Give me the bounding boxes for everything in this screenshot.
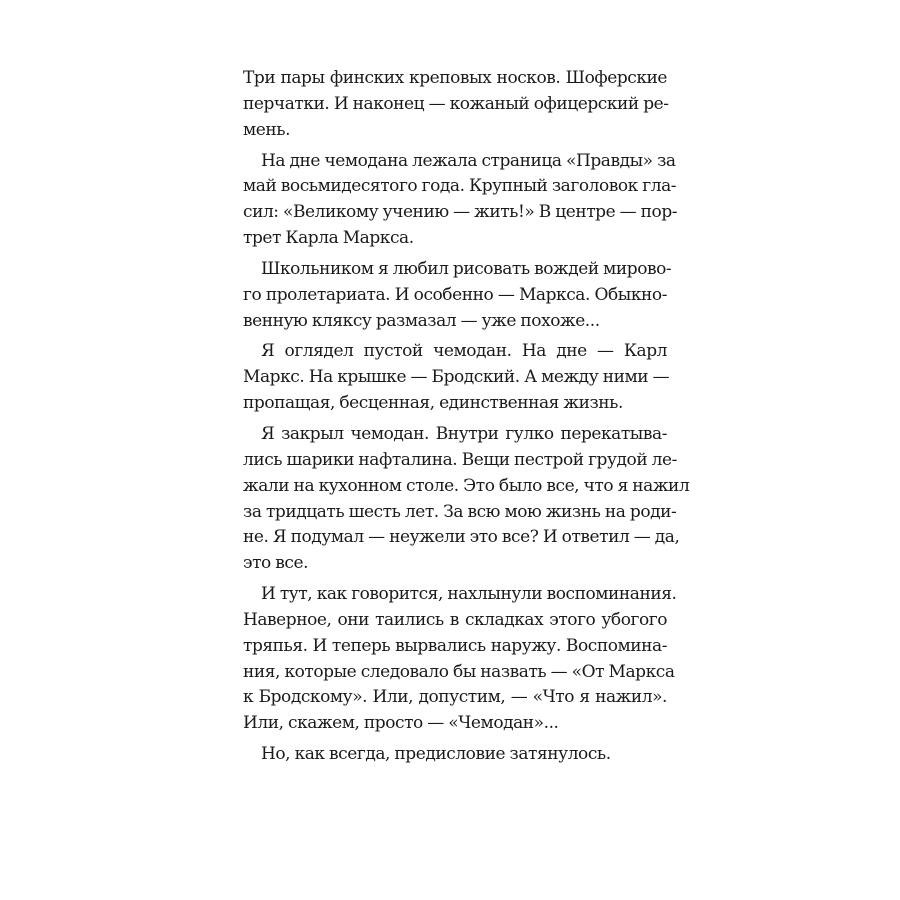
text-line: не. Я подумал — неужели это все? И ответил — да, (243, 527, 680, 548)
paragraph-6 (243, 582, 677, 737)
text-line: мень. (243, 119, 291, 140)
text-line: Наверное, они таились в складках этого убогого (243, 609, 667, 630)
text-line: перчатки. И наконец — кожаный офицерский ре- (243, 93, 669, 114)
text-line: это все. (243, 553, 309, 574)
paragraph-5 (243, 422, 690, 577)
text-line: пропащая, бесценная, единственная жизнь. (243, 393, 623, 414)
text-line: Школьником я любил рисовать вождей мирово- (261, 258, 672, 279)
paragraph-4 (243, 339, 670, 417)
text-line: ния, которые следовало бы назвать — «От Маркса (243, 661, 675, 682)
paragraph-2 (243, 149, 678, 252)
text-line: Но, как всегда, предисловие затянулось. (261, 744, 611, 765)
text-line: венную кляксу размазал — уже похоже... (243, 310, 600, 331)
text-line: лись шарики нафталина. Вещи пестрой грудой ле- (243, 449, 677, 470)
text-line: го пролетариата. И особенно — Маркса. Обыкно- (243, 284, 667, 305)
paragraph-1 (243, 66, 667, 144)
text-line: к Бродскому». Или, допустим, — «Что я нажил». (243, 687, 667, 708)
text-line: Я закрыл чемодан. Внутри гулко перекатыва- (261, 423, 667, 444)
text-line: Три пары финских креповых носков. Шоферские (243, 68, 667, 88)
text-line: Или, скажем, просто — «Чемодан»... (243, 713, 559, 734)
text-line: На дне чемодана лежала страница «Правды» за (261, 150, 676, 171)
text-line: Маркс. На крышке — Бродский. А между ними — (243, 367, 670, 388)
paragraph-3 (243, 257, 672, 335)
text-line: за тридцать шесть лет. За всю мою жизнь на роди- (243, 501, 677, 522)
text-line: жали на кухонном столе. Это было все, что я нажил (243, 475, 690, 496)
text-line: сил: «Великому учению — жить!» В центре — пор- (243, 202, 678, 223)
text-line: тряпья. И теперь вырвались наружу. Воспомина- (243, 635, 667, 656)
text-line: трет Карла Маркса. (243, 228, 414, 249)
text-line: Я оглядел пустой чемодан. На дне — Карл (261, 341, 667, 362)
paragraph-7 (243, 742, 667, 768)
book-page (243, 66, 690, 773)
text-line: И тут, как говорится, нахлынули воспоминания. (261, 584, 677, 605)
text-line: май восьмидесятого года. Крупный заголовок гла- (243, 176, 677, 197)
